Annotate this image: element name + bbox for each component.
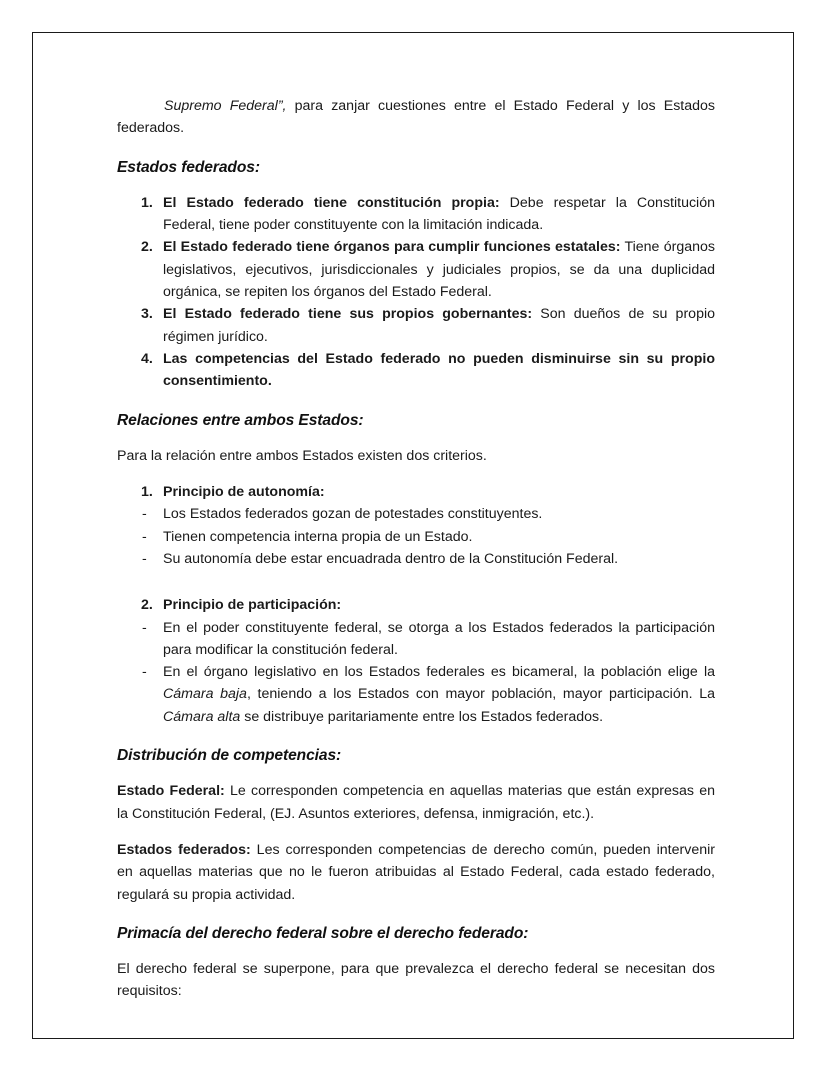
principio-2-label: Principio de participación: <box>163 597 342 614</box>
bullet-text: Los Estados federados gozan de potestades constituyentes. <box>163 506 543 523</box>
paragraph-estado-federal <box>117 780 715 825</box>
paragraph-estados-federados <box>117 839 715 906</box>
list-item <box>117 617 715 662</box>
list-marker: 4. <box>141 350 153 367</box>
spacer <box>117 140 715 158</box>
list-marker: 2. <box>141 597 153 614</box>
relaciones-intro: Para la relación entre ambos Estados existen dos criterios. <box>117 447 487 464</box>
list-item <box>117 236 715 303</box>
heading-estados-federados: Estados federados: <box>117 158 260 176</box>
dash-bullet-icon: - <box>142 528 147 545</box>
list-item-bold: El Estado federado tiene órganos para cumplir funciones estatales: <box>163 239 621 256</box>
spacer <box>117 431 715 445</box>
list-marker: 1. <box>141 484 153 501</box>
list-item-text: Debe respetar la Constitución Federal, tiene poder constituyente con la limitación indicada. <box>163 194 715 234</box>
heading-primacia: Primacía del derecho federal sobre el derecho federado: <box>117 924 529 942</box>
list-item <box>117 348 715 393</box>
dash-bullet-icon: - <box>142 550 147 567</box>
list-item <box>117 503 715 525</box>
list-item-text: Son dueños de su propio régimen jurídico. <box>163 306 715 345</box>
spacer <box>117 766 715 780</box>
page-frame <box>32 32 794 1039</box>
estado-federal-bold: Estado Federal: <box>117 783 225 800</box>
intro-paragraph <box>117 95 715 140</box>
spacer <box>117 728 715 746</box>
list-item <box>117 192 715 237</box>
spacer <box>117 178 715 192</box>
estados-federados-list <box>117 192 715 393</box>
dash-bullet-icon: - <box>142 619 147 636</box>
list-item-bold: El Estado federado tiene sus propios gobernantes: <box>163 306 533 323</box>
principio-1-label-row <box>117 481 715 503</box>
list-item-text: Tiene órganos legislativos, ejecutivos, jurisdiccionales y judiciales propios, se da una duplicidad orgánica, se repiten los órganos del Estado Federal. <box>163 239 715 301</box>
intro-italic-lead: Supremo Federal”, <box>164 98 287 114</box>
bullet-text-part2: , teniendo a los Estados con mayor población, mayor participación. La <box>246 686 715 703</box>
bullet-text-part3: se distribuye paritariamente entre los Estados federados. <box>240 708 604 725</box>
list-item <box>117 548 715 570</box>
bullet-text: Tienen competencia interna propia de un Estado. <box>163 528 473 545</box>
spacer <box>117 944 715 958</box>
estado-federal-text: Le corresponden competencia en aquellas materias que están expresas en la Constitución Federal, (EJ. Asuntos exteriores, defensa, inmigración, etc.). <box>117 783 715 822</box>
list-marker: 2. <box>141 239 153 256</box>
principio-2-label-row <box>117 594 715 616</box>
list-item <box>117 303 715 348</box>
principio-1-label: Principio de autonomía: <box>163 484 325 501</box>
list-marker: 1. <box>141 194 153 211</box>
principio-1-bullets <box>117 503 715 570</box>
bullet-text: Su autonomía debe estar encuadrada dentro de la Constitución Federal. <box>163 550 619 567</box>
list-item-bold: Las competencias del Estado federado no pueden disminuirse sin su propio consentimiento. <box>163 350 715 390</box>
spacer <box>117 570 715 594</box>
camara-alta-italic: Cámara alta <box>163 708 241 725</box>
spacer <box>117 467 715 481</box>
list-item <box>117 661 715 728</box>
estados-federados-text: Les corresponden competencias de derecho común, pueden intervenir en aquellas materias que no le fueron atribuidas al Estado Federal, cada estado federado, regulará su propia actividad. <box>117 841 715 903</box>
estados-federados-bold: Estados federados: <box>117 841 251 858</box>
paragraph-primacia: El derecho federal se superpone, para que prevalezca el derecho federal se necesitan dos requisitos: <box>117 961 715 1000</box>
list-item <box>117 526 715 548</box>
principio-2-bullets <box>117 617 715 728</box>
list-item-bold: El Estado federado tiene constitución propia: <box>163 194 500 211</box>
spacer <box>117 906 715 924</box>
spacer <box>117 393 715 411</box>
heading-relaciones: Relaciones entre ambos Estados: <box>117 411 364 429</box>
camara-baja-italic: Cámara baja <box>163 686 247 703</box>
list-marker: 3. <box>141 306 153 323</box>
bullet-text: En el poder constituyente federal, se otorga a los Estados federados la participación para modificar la constitución federal. <box>163 619 715 658</box>
dash-bullet-icon: - <box>142 664 147 681</box>
spacer <box>117 825 715 839</box>
intro-rest: para zanjar cuestiones entre el Estado Federal y los Estados federados. <box>117 98 716 137</box>
heading-distribucion: Distribución de competencias: <box>117 747 342 765</box>
dash-bullet-icon: - <box>142 506 147 523</box>
document-content <box>117 95 715 1003</box>
bullet-text-part1: En el órgano legislativo en los Estados federales es bicameral, la población elige la <box>163 664 715 681</box>
